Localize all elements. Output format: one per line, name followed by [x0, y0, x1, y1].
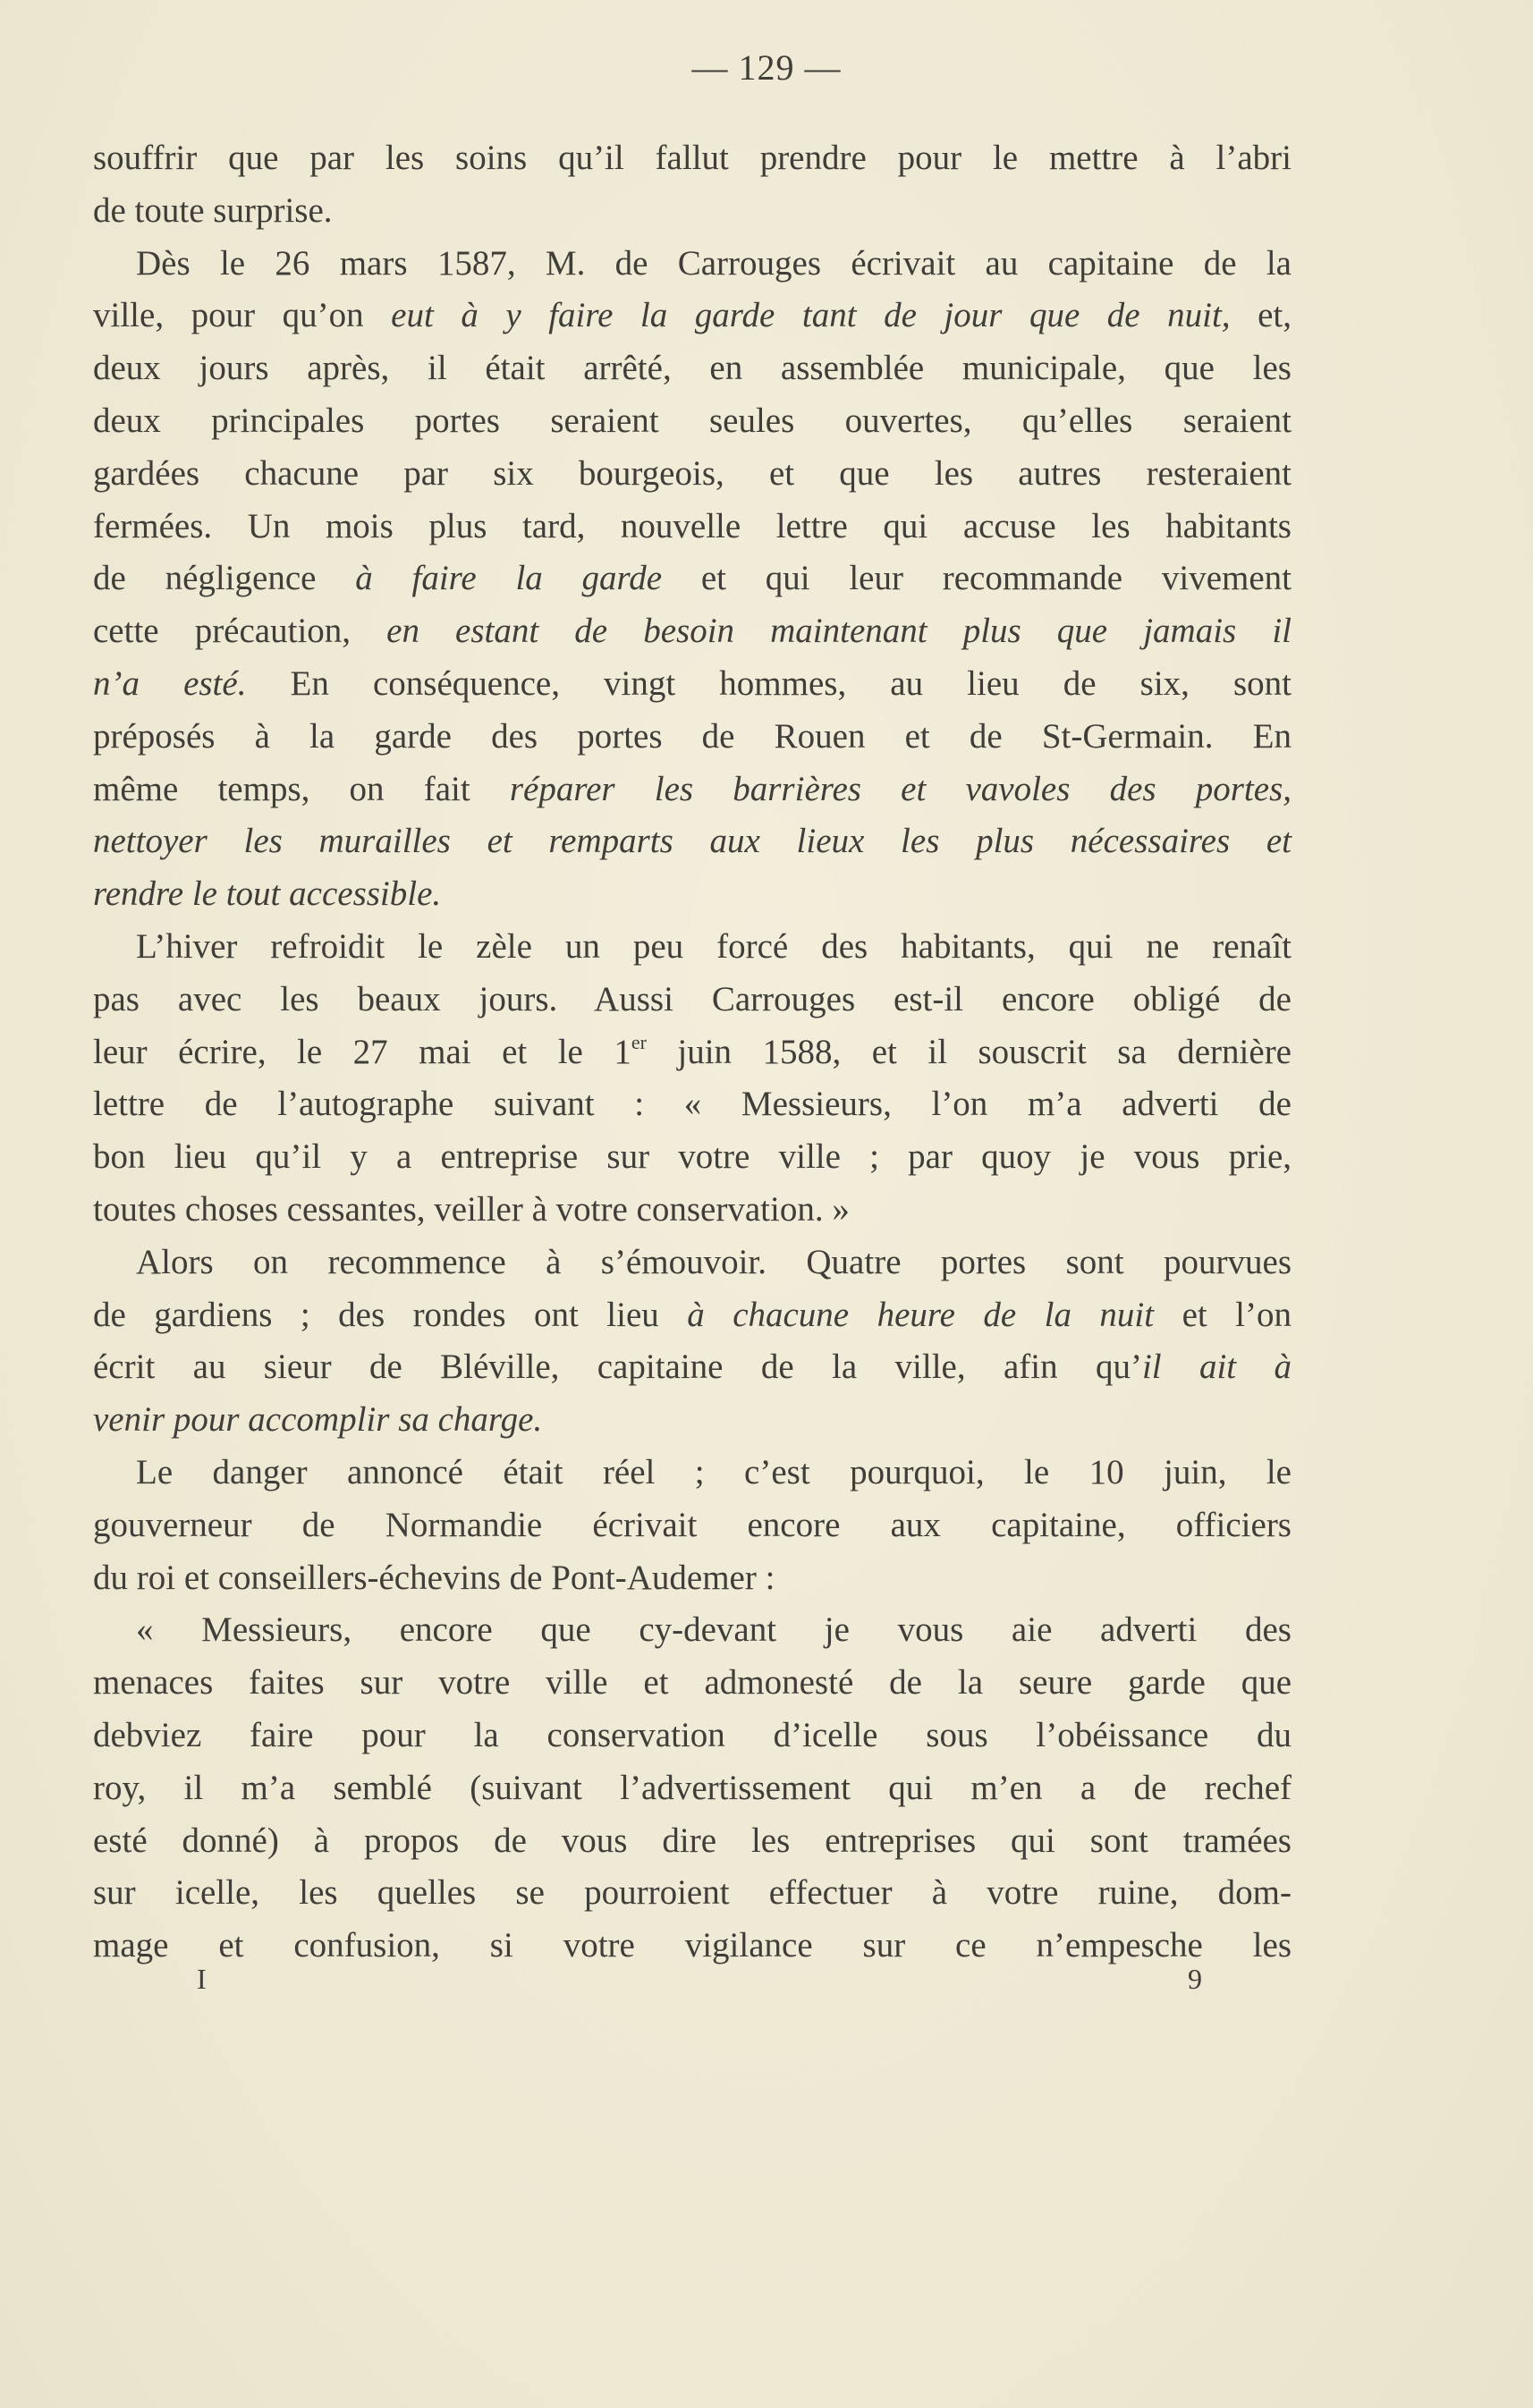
text-line	[93, 1394, 1292, 1447]
line-text: pas avec les beaux jours. Aussi Carrouges est-il encore obligé de	[93, 979, 1292, 1018]
line-text: L’hiver refroidit le zèle un peu forcé des habitants, qui ne renaît	[136, 926, 1292, 966]
paragraph-start	[93, 238, 1292, 291]
sheet-number: 9	[1188, 1963, 1202, 1995]
signature-mark: I	[197, 1963, 207, 1995]
line-text: En conséquence, vingt hommes, au lieu de six, sont	[246, 663, 1292, 703]
superscript: er	[631, 1030, 647, 1053]
italic-quote: eut à y faire la garde tant de jour que de nuit,	[391, 296, 1231, 335]
line-text: toutes choses cessantes, veiller à votre conservation. »	[93, 1189, 850, 1229]
line-text: du roi et conseillers-échevins de Pont-Audemer :	[93, 1558, 775, 1597]
text-line	[93, 1500, 1292, 1552]
line-text: mage et confusion, si votre vigilance sur ce n’empesche les	[93, 1926, 1292, 1965]
text-line	[93, 1710, 1292, 1762]
italic-quote: venir pour accomplir sa charge.	[93, 1400, 543, 1440]
line-text: de négligence	[93, 559, 356, 598]
text-line	[93, 342, 1292, 395]
line-text: écrit au sieur de Bléville, capitaine de la ville, afin qu’	[93, 1348, 1142, 1387]
text-line	[93, 764, 1292, 816]
line-text: préposés à la garde des portes de Rouen et de St-Germain. En	[93, 716, 1292, 756]
line-text: bon lieu qu’il y a entreprise sur votre ville ; par quoy je vous prie,	[93, 1137, 1292, 1177]
text-line	[93, 132, 1292, 185]
text-line	[93, 1341, 1292, 1394]
page-number-header: — 129 —	[691, 47, 842, 88]
text-line	[93, 501, 1292, 553]
italic-quote: réparer les barrières et vavoles des portes,	[509, 769, 1292, 808]
italic-quote: à chacune heure de la nuit	[687, 1295, 1155, 1334]
line-text: deux jours après, il était arrêté, en assemblée municipale, que les	[93, 349, 1292, 388]
text-line	[93, 1657, 1292, 1710]
text-line	[93, 290, 1292, 342]
line-text: gardées chacune par six bourgeois, et que les autres resteraient	[93, 453, 1292, 493]
line-text: esté donné) à propos de vous dire les entreprises qui sont tramées	[93, 1821, 1292, 1860]
line-text: « Messieurs, encore que cy-devant je vous aie adverti des	[136, 1610, 1292, 1650]
italic-quote: rendre le tout accessible.	[93, 874, 442, 914]
line-text: leur écrire, le 27 mai et le 1	[93, 1032, 631, 1071]
line-text: et qui leur recommande vivement	[662, 559, 1292, 598]
line-text: et,	[1230, 296, 1292, 335]
text-line	[93, 448, 1292, 501]
text-line	[93, 1762, 1292, 1815]
text-line	[93, 1289, 1292, 1342]
italic-quote: il ait à	[1141, 1348, 1292, 1387]
line-text: Le danger annoncé était réel ; c’est pourquoi, le 10 juin, le	[136, 1452, 1292, 1491]
line-text: souffrir que par les soins qu’il fallut prendre pour le mettre à l’abri	[93, 139, 1292, 177]
paragraph-start	[93, 1237, 1292, 1289]
line-text: debviez faire pour la conservation d’icelle sous l’obéissance du	[93, 1715, 1292, 1754]
body-text	[93, 132, 1292, 1973]
line-text: fermées. Un mois plus tard, nouvelle lettre qui accuse les habitants	[93, 506, 1292, 545]
text-line	[93, 1867, 1292, 1920]
italic-quote: n’a esté.	[93, 663, 247, 703]
line-text: ville, pour qu’on	[93, 296, 392, 335]
italic-quote: en estant de besoin maintenant plus que jamais il	[386, 612, 1292, 651]
text-line	[93, 605, 1292, 658]
line-text: lettre de l’autographe suivant : « Messieurs, l’on m’a adverti de	[93, 1085, 1292, 1124]
line-text: sur icelle, les quelles se pourroient effectuer à votre ruine, dom-	[93, 1873, 1292, 1913]
italic-quote: à faire la garde	[355, 559, 663, 598]
text-line	[93, 395, 1292, 448]
text-line	[93, 1078, 1292, 1131]
text-line	[93, 815, 1292, 868]
text-line	[93, 1815, 1292, 1868]
text-line	[93, 1552, 1292, 1605]
text-line	[93, 1920, 1292, 1973]
text-line	[93, 1131, 1292, 1184]
line-text: gouverneur de Normandie écrivait encore aux capitaine, officiers	[93, 1505, 1292, 1544]
text-line	[93, 658, 1292, 711]
line-text: de toute surprise.	[93, 190, 333, 230]
line-text: menaces faites sur votre ville et admonesté de la seure garde que	[93, 1663, 1292, 1702]
line-text: Alors on recommence à s’émouvoir. Quatre portes sont pourvues	[136, 1242, 1292, 1281]
line-text: de gardiens ; des rondes ont lieu	[93, 1295, 688, 1334]
line-text: cette précaution,	[93, 612, 387, 651]
line-text: et l’on	[1154, 1295, 1292, 1334]
line-text: roy, il m’a semblé (suivant l’advertissement qui m’en a de rechef	[93, 1768, 1292, 1807]
paragraph-start	[93, 921, 1292, 974]
line-text: Dès le 26 mars 1587, M. de Carrouges écrivait au capitaine de la	[136, 243, 1292, 283]
paragraph-start	[93, 1447, 1292, 1500]
text-line	[93, 711, 1292, 764]
line-text: deux principales portes seraient seules ouvertes, qu’elles seraient	[93, 401, 1292, 440]
line-text: même temps, on fait	[93, 769, 510, 808]
text-line	[93, 868, 1292, 921]
text-line	[93, 553, 1292, 605]
line-text: juin 1588, et il souscrit sa dernière	[646, 1032, 1292, 1071]
text-line	[93, 1027, 1292, 1079]
italic-quote: nettoyer les murailles et remparts aux lieux les plus nécessaires et	[93, 822, 1292, 861]
text-line	[93, 185, 1292, 238]
paragraph-start	[93, 1604, 1292, 1657]
text-line	[93, 1184, 1292, 1237]
text-line	[93, 974, 1292, 1027]
